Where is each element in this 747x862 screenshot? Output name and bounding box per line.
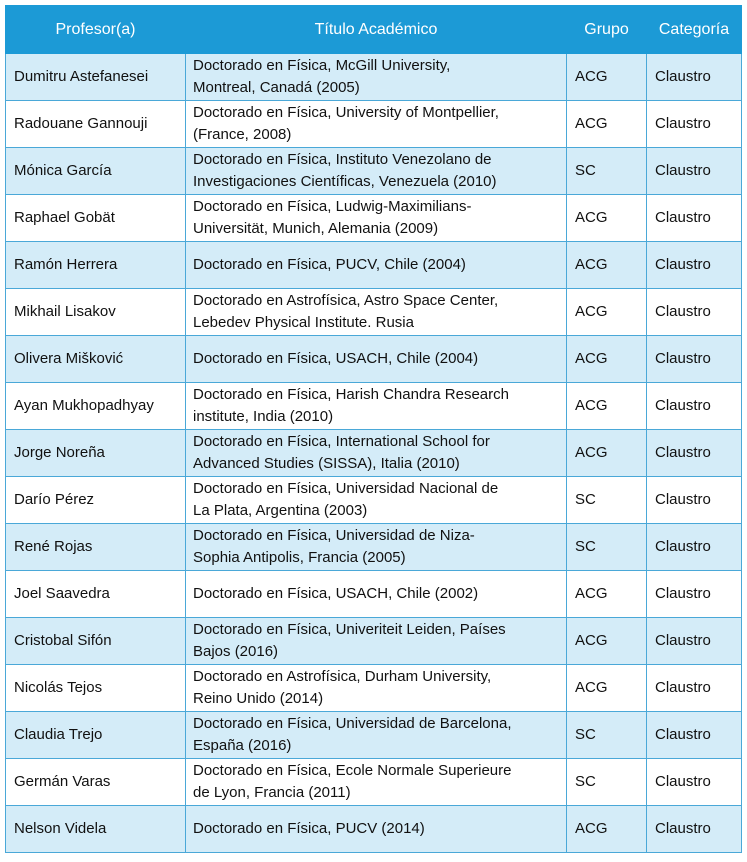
header-titulo: Título Académico xyxy=(186,6,567,54)
cell-categoria: Claustro xyxy=(647,101,742,148)
titulo-line-1: Doctorado en Física, PUCV (2014) xyxy=(193,820,425,837)
titulo-line-2: (France, 2008) xyxy=(193,126,292,143)
cell-profesor: Darío Pérez xyxy=(6,477,186,524)
cell-grupo: ACG xyxy=(567,289,647,336)
cell-categoria: Claustro xyxy=(647,665,742,712)
cell-profesor: Joel Saavedra xyxy=(6,571,186,618)
header-profesor: Profesor(a) xyxy=(6,6,186,54)
cell-grupo: ACG xyxy=(567,54,647,101)
cell-profesor: Germán Varas xyxy=(6,759,186,806)
table-row xyxy=(6,148,742,195)
cell-titulo xyxy=(186,571,567,618)
cell-grupo: SC xyxy=(567,477,647,524)
cell-profesor: Olivera Mišković xyxy=(6,336,186,383)
cell-grupo: ACG xyxy=(567,242,647,289)
cell-profesor: Nicolás Tejos xyxy=(6,665,186,712)
titulo-line-1: Doctorado en Física, Universidad de Niza- xyxy=(193,527,475,544)
titulo-line-1: Doctorado en Física, Universidad de Barcelona, xyxy=(193,715,512,732)
cell-profesor: Raphael Gobät xyxy=(6,195,186,242)
titulo-line-2: Bajos (2016) xyxy=(193,643,279,660)
cell-grupo: ACG xyxy=(567,806,647,853)
header-grupo: Grupo xyxy=(567,6,647,54)
cell-titulo xyxy=(186,759,567,806)
table-row xyxy=(6,101,742,148)
cell-profesor: Ramón Herrera xyxy=(6,242,186,289)
titulo-line-2: Investigaciones Científicas, Venezuela (2010) xyxy=(193,173,497,190)
titulo-line-2: de Lyon, Francia (2011) xyxy=(193,784,351,801)
table-row xyxy=(6,336,742,383)
cell-profesor: Radouane Gannouji xyxy=(6,101,186,148)
table-row xyxy=(6,383,742,430)
cell-grupo: ACG xyxy=(567,665,647,712)
table-row xyxy=(6,242,742,289)
cell-grupo: SC xyxy=(567,148,647,195)
cell-profesor: Mikhail Lisakov xyxy=(6,289,186,336)
titulo-line-1: Doctorado en Astrofísica, Astro Space Center, xyxy=(193,292,499,309)
cell-titulo xyxy=(186,665,567,712)
titulo-line-1: Doctorado en Física, McGill University, xyxy=(193,57,451,74)
cell-grupo: SC xyxy=(567,759,647,806)
table-row xyxy=(6,54,742,101)
cell-profesor: Mónica García xyxy=(6,148,186,195)
titulo-line-2: institute, India (2010) xyxy=(193,408,334,425)
cell-profesor: Jorge Noreña xyxy=(6,430,186,477)
cell-titulo xyxy=(186,524,567,571)
cell-grupo: ACG xyxy=(567,430,647,477)
cell-categoria: Claustro xyxy=(647,195,742,242)
titulo-line-2: Lebedev Physical Institute. Rusia xyxy=(193,314,414,331)
table-row xyxy=(6,712,742,759)
cell-categoria: Claustro xyxy=(647,289,742,336)
cell-titulo xyxy=(186,383,567,430)
titulo-line-2: Universität, Munich, Alemania (2009) xyxy=(193,220,439,237)
cell-titulo xyxy=(186,195,567,242)
cell-grupo: ACG xyxy=(567,383,647,430)
cell-grupo: ACG xyxy=(567,618,647,665)
cell-categoria: Claustro xyxy=(647,806,742,853)
cell-grupo: ACG xyxy=(567,336,647,383)
table-row xyxy=(6,571,742,618)
titulo-line-1: Doctorado en Física, USACH, Chile (2004) xyxy=(193,350,479,367)
cell-titulo xyxy=(186,242,567,289)
table-row xyxy=(6,759,742,806)
cell-categoria: Claustro xyxy=(647,618,742,665)
cell-grupo: ACG xyxy=(567,571,647,618)
titulo-line-2: Reino Unido (2014) xyxy=(193,690,324,707)
cell-titulo xyxy=(186,54,567,101)
cell-profesor: Cristobal Sifón xyxy=(6,618,186,665)
titulo-line-2: Montreal, Canadá (2005) xyxy=(193,79,360,96)
cell-categoria: Claustro xyxy=(647,759,742,806)
cell-categoria: Claustro xyxy=(647,524,742,571)
table-row xyxy=(6,430,742,477)
header-categoria: Categoría xyxy=(647,6,742,54)
cell-categoria: Claustro xyxy=(647,148,742,195)
cell-titulo xyxy=(186,430,567,477)
cell-categoria: Claustro xyxy=(647,712,742,759)
cell-titulo xyxy=(186,336,567,383)
cell-profesor: Claudia Trejo xyxy=(6,712,186,759)
cell-titulo xyxy=(186,289,567,336)
cell-titulo xyxy=(186,712,567,759)
table-row xyxy=(6,477,742,524)
table-row xyxy=(6,289,742,336)
table-row xyxy=(6,806,742,853)
titulo-line-1: Doctorado en Física, PUCV, Chile (2004) xyxy=(193,256,466,273)
table-row xyxy=(6,524,742,571)
titulo-line-2: La Plata, Argentina (2003) xyxy=(193,502,368,519)
faculty-table xyxy=(5,5,742,853)
cell-categoria: Claustro xyxy=(647,383,742,430)
titulo-line-1: Doctorado en Física, International School for xyxy=(193,433,490,450)
titulo-line-2: Advanced Studies (SISSA), Italia (2010) xyxy=(193,455,460,472)
table-row xyxy=(6,195,742,242)
titulo-line-1: Doctorado en Física, Harish Chandra Research xyxy=(193,386,509,403)
header-row xyxy=(6,6,742,54)
titulo-line-1: Doctorado en Física, Universidad Nacional de xyxy=(193,480,499,497)
titulo-line-1: Doctorado en Física, Ecole Normale Superieure xyxy=(193,762,512,779)
cell-categoria: Claustro xyxy=(647,336,742,383)
cell-categoria: Claustro xyxy=(647,242,742,289)
cell-titulo xyxy=(186,618,567,665)
titulo-line-1: Doctorado en Física, Ludwig-Maximilians- xyxy=(193,198,472,215)
titulo-line-1: Doctorado en Física, USACH, Chile (2002) xyxy=(193,585,479,602)
titulo-line-1: Doctorado en Física, University of Montpellier, xyxy=(193,104,499,121)
cell-profesor: Nelson Videla xyxy=(6,806,186,853)
titulo-line-2: España (2016) xyxy=(193,737,292,754)
cell-grupo: SC xyxy=(567,524,647,571)
cell-grupo: ACG xyxy=(567,101,647,148)
titulo-line-1: Doctorado en Física, Instituto Venezolano de xyxy=(193,151,492,168)
titulo-line-2: Sophia Antipolis, Francia (2005) xyxy=(193,549,406,566)
cell-categoria: Claustro xyxy=(647,430,742,477)
titulo-line-1: Doctorado en Física, Univeriteit Leiden, Países xyxy=(193,621,506,638)
cell-titulo xyxy=(186,148,567,195)
titulo-line-1: Doctorado en Astrofísica, Durham University, xyxy=(193,668,492,685)
cell-titulo xyxy=(186,806,567,853)
table-row xyxy=(6,665,742,712)
cell-grupo: SC xyxy=(567,712,647,759)
cell-profesor: René Rojas xyxy=(6,524,186,571)
cell-grupo: ACG xyxy=(567,195,647,242)
cell-categoria: Claustro xyxy=(647,571,742,618)
cell-categoria: Claustro xyxy=(647,54,742,101)
cell-profesor: Ayan Mukhopadhyay xyxy=(6,383,186,430)
cell-titulo xyxy=(186,477,567,524)
cell-categoria: Claustro xyxy=(647,477,742,524)
table-row xyxy=(6,618,742,665)
cell-profesor: Dumitru Astefanesei xyxy=(6,54,186,101)
cell-titulo xyxy=(186,101,567,148)
